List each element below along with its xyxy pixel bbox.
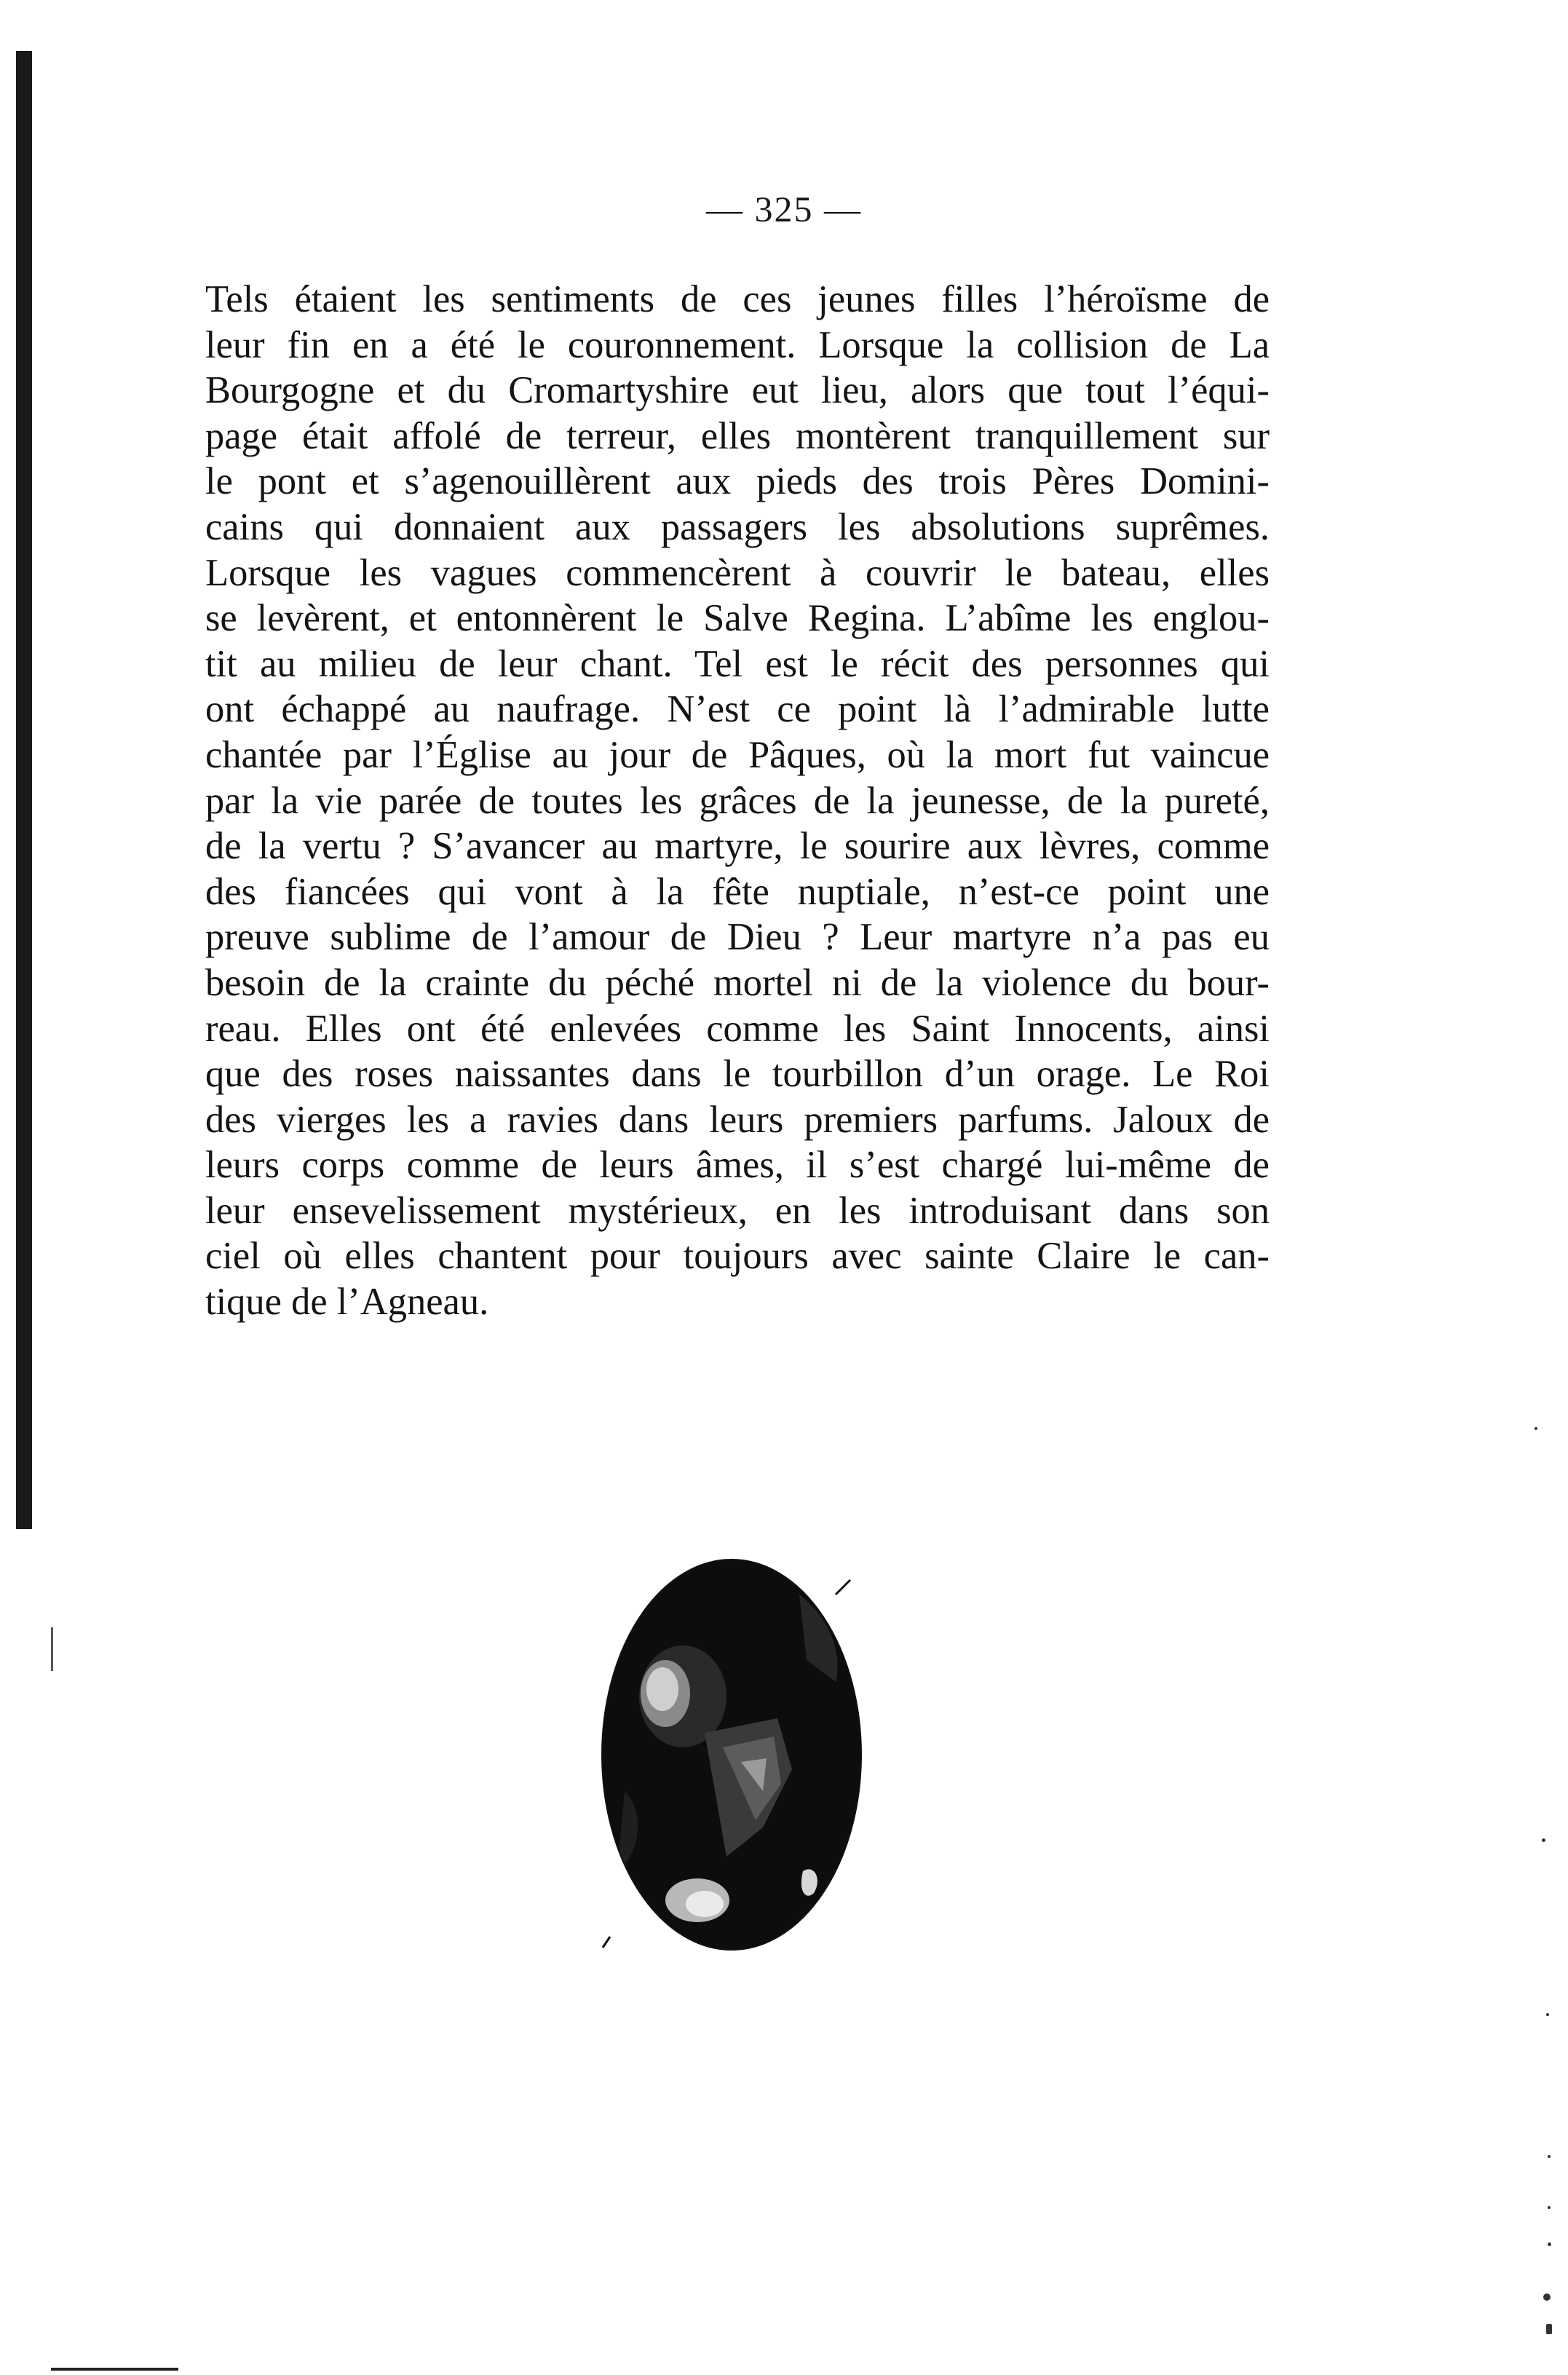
text-line: preuve sublime de l’amour de Dieu ? Leur martyre n’a pas eu xyxy=(205,916,1270,959)
scan-speck xyxy=(1542,1838,1545,1842)
text-line: ciel où elles chantent pour toujours avec sainte Claire le can- xyxy=(205,1235,1270,1278)
text-line: leurs corps comme de leurs âmes, il s’est chargé lui-même de xyxy=(205,1144,1270,1187)
text-line: page était affolé de terreur, elles montèrent tranquillement sur xyxy=(205,414,1270,457)
binding-edge xyxy=(16,51,32,1529)
text-line: Tels étaient les sentiments de ces jeunes filles l’héroïsme de xyxy=(205,278,1270,320)
text-line: des vierges les a ravies dans leurs premiers parfums. Jaloux de xyxy=(205,1098,1270,1141)
text-line: Bourgogne et du Cromartyshire eut lieu, alors que tout l’équi- xyxy=(205,369,1270,412)
text-line: des fiancées qui vont à la fête nuptiale, n’est-ce point une xyxy=(205,870,1270,913)
body-text xyxy=(205,277,1270,1325)
scan-speck xyxy=(1535,1427,1537,1430)
text-line: Lorsque les vagues commencèrent à couvrir le bateau, elles xyxy=(205,551,1270,594)
page-number: — 325 — xyxy=(706,189,862,229)
text-line: tit au milieu de leur chant. Tel est le récit des personnes qui xyxy=(205,642,1270,685)
bottom-rule xyxy=(51,2368,178,2371)
scan-speck xyxy=(1543,2293,1551,2301)
scan-speck xyxy=(1548,2155,1551,2158)
text-line: le pont et s’agenouillèrent aux pieds des trois Pères Domini- xyxy=(205,460,1270,503)
binding-mark xyxy=(51,1627,53,1671)
text-line: par la vie parée de toutes les grâces de la jeunesse, de la pureté, xyxy=(205,779,1270,822)
scan-speck xyxy=(1548,2242,1551,2246)
text-line: ont échappé au naufrage. N’est ce point là l’admirable lutte xyxy=(205,688,1270,731)
scan-speck xyxy=(1548,2206,1551,2209)
text-line: de la vertu ? S’avancer au martyre, le sourire aux lèvres, comme xyxy=(205,825,1270,868)
text-line: que des roses naissantes dans le tourbillon d’un orage. Le Roi xyxy=(205,1053,1270,1096)
scan-speck xyxy=(1546,2013,1549,2016)
text-line: leur fin en a été le couronnement. Lorsque la collision de La xyxy=(205,323,1270,366)
text-line: reau. Elles ont été enlevées comme les Saint Innocents, ainsi xyxy=(205,1007,1270,1050)
text-line: leur ensevelissement mystérieux, en les introduisant dans son xyxy=(205,1189,1270,1232)
text-line: se levèrent, et entonnèrent le Salve Regina. L’abîme les englou- xyxy=(205,597,1270,640)
text-line: tique de l’Agneau. xyxy=(205,1281,489,1324)
text-line: besoin de la crainte du péché mortel ni de la violence du bour- xyxy=(205,961,1270,1004)
text-line: chantée par l’Église au jour de Pâques, où la mort fut vaincue xyxy=(205,733,1270,776)
oval-portrait-illustration-icon xyxy=(595,1551,868,1959)
text-line: cains qui donnaient aux passagers les absolutions suprêmes. xyxy=(205,505,1270,548)
scan-speck xyxy=(1546,2324,1552,2334)
